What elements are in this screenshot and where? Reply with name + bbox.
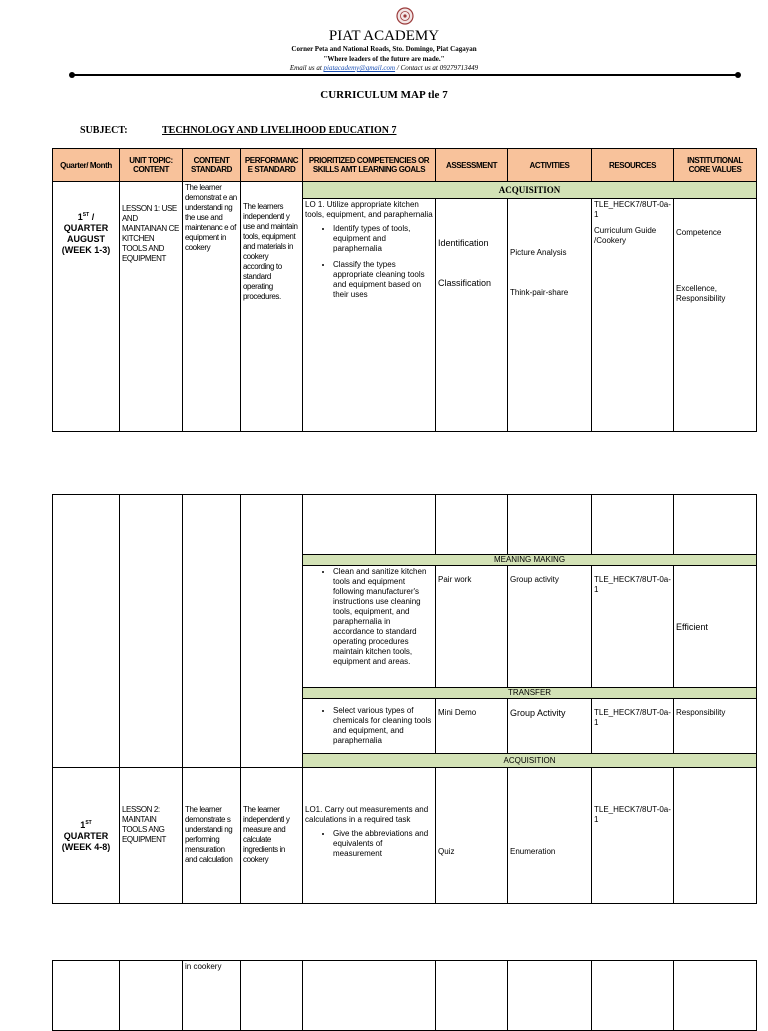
quarter-number: 1: [80, 820, 86, 830]
col-activities: ACTIVITIES: [508, 149, 592, 182]
competency-list: [305, 829, 433, 859]
tr-resource-cell: [592, 699, 674, 754]
empty-cell: [674, 961, 757, 1031]
school-name: PIAT ACADEMY: [328, 28, 440, 44]
col-assessment: ASSESSMENT: [436, 149, 508, 182]
school-motto: "Where leaders of the future are made.": [323, 55, 445, 63]
content-standard-cell-2: [183, 768, 241, 904]
col-unit-topic: UNIT TOPIC: CONTENT: [120, 149, 183, 182]
core-values-cell-2: [674, 768, 757, 904]
empty-cell: [592, 961, 674, 1031]
email-link[interactable]: piatacademy@gmail.com: [323, 64, 396, 72]
competency-item: • Identify types of tools, equipment and paraphernalia: [333, 224, 433, 254]
learning-outcome: LO 1. Utilize appropriate kitchen tools, equipment, and paraphernalia: [305, 200, 433, 219]
empty-cell: [508, 961, 592, 1031]
tr-competency-item: • Select various types of chemicals for cleaning tools and equipment, and paraphernalia: [333, 706, 433, 746]
mm-value: Efficient: [676, 621, 708, 632]
assessment-item: Classification: [438, 278, 492, 288]
competency-item: • Give the abbreviations and equivalents of measurement: [333, 829, 433, 859]
assessment-cell: [436, 199, 508, 432]
tr-assessment-cell: [436, 699, 508, 754]
content-standard-cont-cell: [183, 961, 241, 1031]
activities-cell-2: [508, 768, 592, 904]
mm-competency-list: [305, 567, 433, 667]
tr-competency-cell: [303, 699, 436, 754]
unit-topic-cell-empty: [120, 495, 183, 768]
competencies-cell: [303, 199, 436, 432]
empty-cell: [53, 961, 120, 1031]
unit-topic-text: LESSON 1: USE AND MAINTAINAN CE KITCHEN TOOLS AND EQUIPMENT: [122, 204, 179, 263]
activity-item: Enumeration: [510, 847, 556, 856]
tr-competency-list: [305, 706, 433, 746]
empty-cell: [303, 961, 436, 1031]
mm-resource: TLE_HECK7/8UT-0a-1: [594, 575, 671, 594]
activity-item: Picture Analysis: [510, 248, 567, 257]
mm-competency-cell: [303, 566, 436, 688]
learning-outcome: LO1. Carry out measurements and calculations in a required task: [305, 805, 429, 824]
meaning-making-band: MEANING MAKING: [303, 555, 757, 566]
col-core-values: INSTITUTIONAL CORE VALUES: [674, 149, 757, 182]
mm-activity-cell: [508, 566, 592, 688]
core-value-item: Excellence, Responsibility: [676, 284, 726, 303]
resource-item: Curriculum Guide /Cookery: [594, 226, 657, 245]
content-standard-text: The learner demonstrate s understandi ng performing mensuration and calculation: [185, 805, 233, 864]
col-performance-standard: PERFORMANC E STANDARD: [241, 149, 303, 182]
school-seal: [396, 7, 414, 25]
content-standard-cell: The learner demonstrat e an understandi ng the use and maintenanc e of equipment in cookery: [183, 182, 241, 432]
quarter-sup: ST: [82, 212, 90, 218]
empty-cell: [508, 495, 592, 555]
quarter-cell-2: [53, 768, 120, 904]
core-values-cell: [674, 199, 757, 432]
performance-standard-cell: [241, 182, 303, 432]
header-rule: [72, 74, 738, 76]
tr-value-cell: [674, 699, 757, 754]
document-title: CURRICULUM MAP tle 7: [320, 89, 448, 101]
curriculum-table-2: [52, 494, 757, 904]
col-resources: RESOURCES: [592, 149, 674, 182]
assessment-item: Quiz: [438, 847, 455, 856]
contact-line: [0, 64, 768, 72]
empty-cell: [241, 961, 303, 1031]
competency-item: • Classify the types appropriate cleaning tools and equipment based on their uses: [333, 260, 433, 300]
empty-cell: [592, 495, 674, 555]
acquisition-band: ACQUISITION: [303, 182, 757, 199]
resource-item: TLE_HECK7/8UT-0a-1: [594, 805, 671, 824]
col-quarter: Quarter/ Month: [53, 149, 120, 182]
mm-value-cell: [674, 566, 757, 688]
empty-cell: [436, 495, 508, 555]
tr-activity: Group Activity: [510, 708, 566, 718]
tr-resource: TLE_HECK7/8UT-0a-1: [594, 708, 671, 727]
assessment-item: Identification: [438, 238, 489, 248]
contact-number: / Contact us at 09279713449: [395, 64, 479, 72]
quarter-cell: [53, 182, 120, 432]
acquisition-band-2: ACQUISITION: [303, 754, 757, 768]
quarter-text: / QUARTER AUGUST (WEEK 1-3): [61, 212, 111, 255]
unit-topic-cell-2: [120, 768, 183, 904]
assessment-cell-2: [436, 768, 508, 904]
empty-cell: [436, 961, 508, 1031]
col-content-standard: CONTENT STANDARD: [183, 149, 241, 182]
content-standard-cont: in cookery: [185, 962, 222, 971]
unit-topic-text: LESSON 2: MAINTAIN TOOLS ANG EQUIPMENT: [122, 805, 166, 844]
school-address: Corner Peta and National Roads, Sto. Domingo, Piat Cagayan: [291, 45, 477, 53]
tr-value: Responsibility: [676, 708, 726, 717]
mm-assessment: Pair work: [438, 575, 472, 584]
mm-resource-cell: [592, 566, 674, 688]
resource-item: TLE_HECK7/8UT-0a-1: [594, 200, 671, 219]
quarter-number: 1: [77, 212, 83, 222]
unit-topic-cell: [120, 182, 183, 432]
empty-cell: [674, 495, 757, 555]
performance-standard-text: The learners independentl y use and maintain tools, equipment and materials in cookery according to standard operating procedures.: [243, 202, 298, 301]
empty-cell: [120, 961, 183, 1031]
tr-assessment: Mini Demo: [438, 708, 477, 717]
curriculum-table-3: [52, 960, 757, 1031]
content-standard-cell-empty: [183, 495, 241, 768]
quarter-sup: ST: [85, 820, 92, 826]
col-competencies: PRIORITIZED COMPETENCIES OR SKILLS AMT LEARNING GOALS: [303, 149, 436, 182]
transfer-band: TRANSFER: [303, 688, 757, 699]
performance-standard-cell-2: [241, 768, 303, 904]
activity-item: Think-pair-share: [510, 288, 569, 297]
performance-standard-text: The learner independentl y measure and calculate ingredients in cookery: [243, 805, 290, 864]
email-prefix: Email us at: [289, 64, 324, 72]
curriculum-table-1: [52, 148, 757, 432]
rule-right-dot: [735, 72, 741, 78]
resources-cell: [592, 199, 674, 432]
mm-activity: Group activity: [510, 575, 559, 584]
mm-competency-item: • Clean and sanitize kitchen tools and equipment following manufacturer's instructions use cleaning tools, equipment, and paraphernalia in accordance to standard operating procedures maintain kitchen tools, equipment and areas.: [333, 567, 433, 667]
performance-standard-cell-empty: [241, 495, 303, 768]
activities-cell: [508, 199, 592, 432]
subject-value: TECHNOLOGY AND LIVELIHOOD EDUCATION 7: [162, 125, 397, 136]
mm-assessment-cell: [436, 566, 508, 688]
tr-activity-cell: [508, 699, 592, 754]
competencies-cell-2: [303, 768, 436, 904]
empty-cell: [303, 495, 436, 555]
competency-list: [305, 224, 433, 300]
subject-label: SUBJECT:: [80, 125, 128, 136]
core-value-item: Competence: [676, 228, 722, 237]
quarter-text: QUARTER (WEEK 4-8): [61, 831, 111, 852]
quarter-cell-empty: [53, 495, 120, 768]
resources-cell-2: [592, 768, 674, 904]
